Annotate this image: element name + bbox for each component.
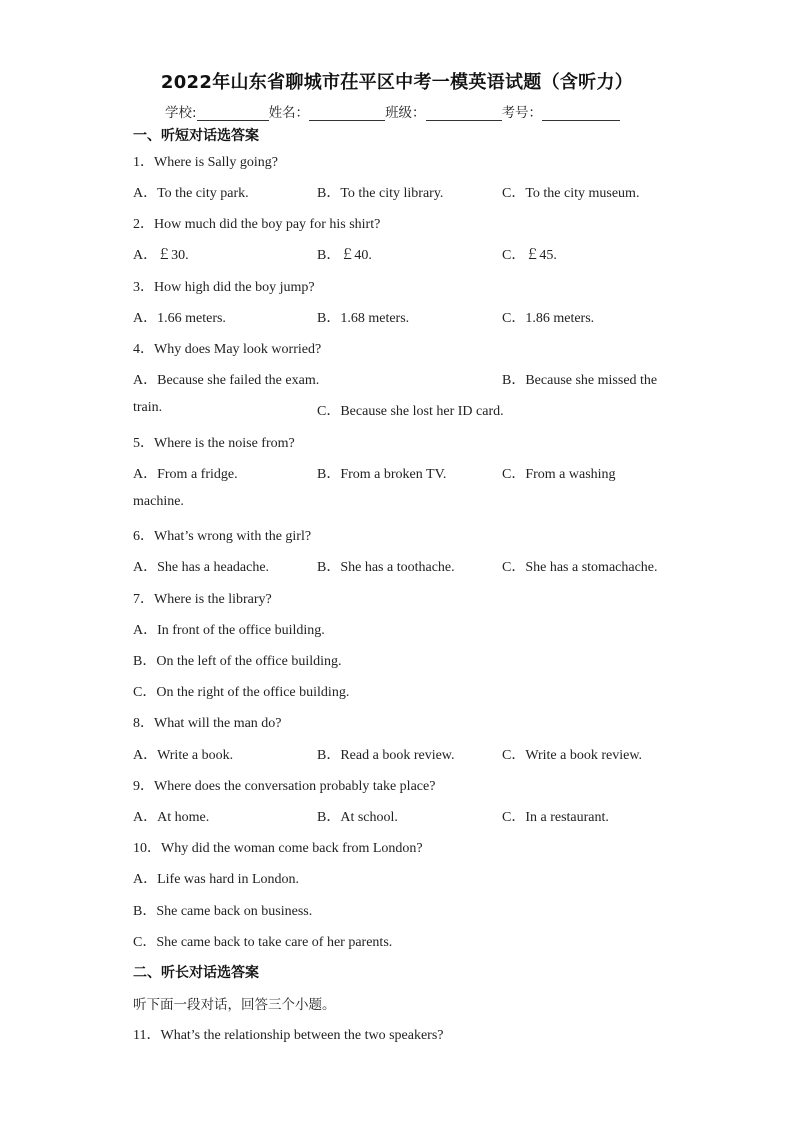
option-a: A．In front of the office building. (133, 623, 325, 638)
question-stem: 10．Why did the woman come back from London? (133, 841, 423, 856)
student-info-row (165, 101, 620, 121)
option-c: C．On the right of the office building. (133, 685, 350, 700)
option-c: C．Because she lost her ID card. (317, 404, 504, 419)
option-a: A．From a fridge. (133, 467, 238, 482)
option-b: B．Read a book review. (317, 748, 455, 763)
option-c: C．She came back to take care of her parents. (133, 935, 393, 950)
option-b: B．From a broken TV. (317, 467, 447, 482)
question-stem: 1．Where is Sally going? (133, 155, 279, 170)
question-stem: 3．How high did the boy jump? (133, 280, 315, 295)
question-stem: 11．What’s the relationship between the two speakers? (133, 1028, 444, 1043)
option-b: B．1.68 meters. (317, 311, 410, 326)
option-a: A．Life was hard in London. (133, 872, 300, 887)
option-b: B．On the left of the office building. (133, 654, 342, 669)
option-b: B．She came back on business. (133, 904, 313, 919)
number-label: 考号： (501, 105, 543, 121)
option-c: C．To the city museum. (502, 186, 640, 201)
name-label: 姓名： (268, 105, 310, 121)
option-b: B．￡40. (317, 248, 372, 263)
page-title: 2022年山东省聊城市茌平区中考一模英语试题（含听力） (160, 72, 634, 93)
question-stem: 2．How much did the boy pay for his shirt? (133, 217, 381, 232)
option-c: C．She has a stomachache. (502, 560, 658, 575)
name-blank[interactable] (309, 106, 385, 121)
question-stem: 6．What’s wrong with the girl? (133, 529, 312, 544)
option-b: B．Because she missed the (502, 373, 658, 388)
class-label: 班级： (385, 105, 426, 121)
question-stem: 8．What will the man do? (133, 716, 282, 731)
option-a: A．At home. (133, 810, 210, 825)
option-b-continued: train. (133, 400, 163, 415)
option-c: C．Write a book review. (502, 748, 643, 763)
section-heading-1: 一、听短对话选答案 (133, 128, 259, 144)
option-c: C．From a washing (502, 467, 616, 482)
option-a: A．Write a book. (133, 748, 234, 763)
option-a: A．To the city park. (133, 186, 249, 201)
question-stem: 9．Where does the conversation probably take place? (133, 779, 436, 794)
option-a: A．She has a headache. (133, 560, 270, 575)
section-heading-2: 二、听长对话选答案 (133, 965, 259, 981)
question-stem: 7．Where is the library? (133, 592, 272, 607)
option-a: A．1.66 meters. (133, 311, 226, 326)
number-blank[interactable] (542, 106, 620, 121)
school-label: 学校: (165, 105, 197, 121)
class-blank[interactable] (426, 106, 502, 121)
school-blank[interactable] (197, 106, 269, 121)
option-a: A．Because she failed the exam. (133, 373, 320, 388)
option-c: C．￡45. (502, 248, 557, 263)
option-b: B．To the city library. (317, 186, 444, 201)
option-b: B．At school. (317, 810, 398, 825)
option-b: B．She has a toothache. (317, 560, 455, 575)
option-c-continued: machine. (133, 494, 184, 509)
question-stem: 5．Where is the noise from? (133, 436, 295, 451)
section-instruction: 听下面一段对话，回答三个小题。 (133, 997, 336, 1013)
option-a: A．￡30. (133, 248, 189, 263)
option-c: C．In a restaurant. (502, 810, 609, 825)
option-c: C．1.86 meters. (502, 311, 595, 326)
question-stem: 4．Why does May look worried? (133, 342, 322, 357)
